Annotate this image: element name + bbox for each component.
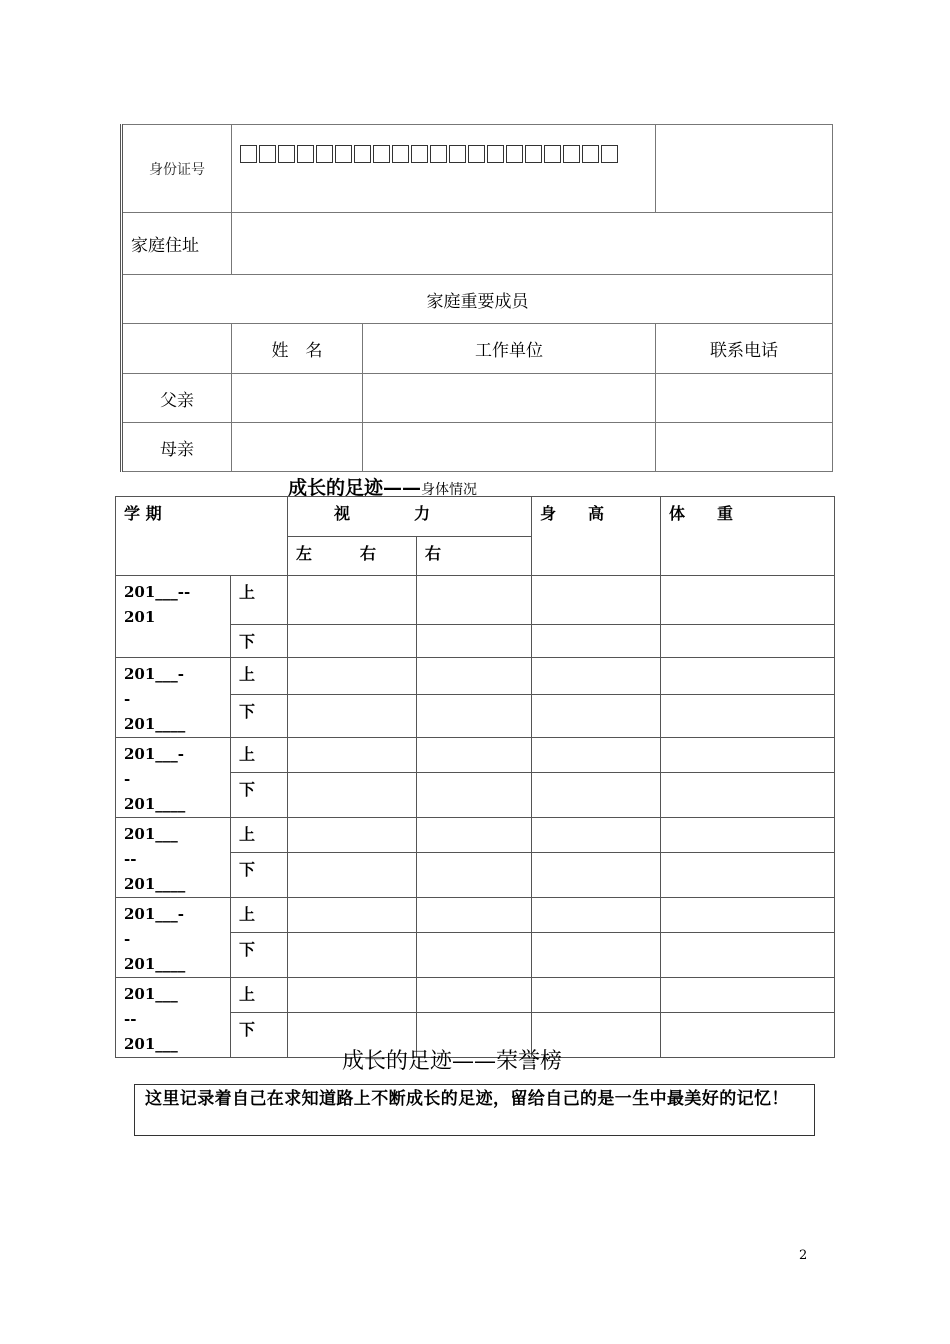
vision-right-field[interactable] [417, 818, 532, 853]
half-second: 下 [231, 772, 288, 817]
id-digit-box[interactable] [563, 145, 580, 163]
id-digit-box[interactable] [430, 145, 447, 163]
vision-left-field[interactable] [288, 932, 417, 977]
address-field[interactable] [232, 213, 833, 275]
member-mother: 母亲 [122, 423, 232, 472]
vision-left-field[interactable] [288, 625, 417, 658]
member-father: 父亲 [122, 374, 232, 423]
term-label: 201___ -- 201____ [116, 818, 231, 898]
physical-heading-main: 成长的足迹—— [288, 477, 422, 499]
col-phone: 联系电话 [656, 324, 833, 374]
id-digit-box[interactable] [354, 145, 371, 163]
honor-heading: 成长的足迹——荣誉榜 [341, 1049, 562, 1074]
id-digit-box[interactable] [316, 145, 333, 163]
mother-workplace-field[interactable] [363, 423, 656, 472]
height-field[interactable] [532, 694, 661, 737]
id-digit-box[interactable] [449, 145, 466, 163]
height-field[interactable] [532, 738, 661, 773]
vision-right-field[interactable] [417, 772, 532, 817]
weight-field[interactable] [661, 818, 835, 853]
vision-left-field[interactable] [288, 978, 417, 1013]
vision-left-field[interactable] [288, 694, 417, 737]
weight-field[interactable] [661, 576, 835, 625]
family-members-title: 家庭重要成员 [122, 275, 833, 324]
id-digit-box[interactable] [468, 145, 485, 163]
half-first: 上 [231, 818, 288, 853]
id-number-boxes[interactable] [240, 145, 655, 163]
id-digit-box[interactable] [544, 145, 561, 163]
id-digit-box[interactable] [487, 145, 504, 163]
half-second: 下 [231, 625, 288, 658]
vision-left-field[interactable] [288, 852, 417, 897]
weight-field[interactable] [661, 932, 835, 977]
height-field[interactable] [532, 852, 661, 897]
term-label: 201___- - 201____ [116, 658, 231, 738]
term-label: 201___- - 201____ [116, 738, 231, 818]
half-second: 下 [231, 852, 288, 897]
vision-right-field[interactable] [417, 978, 532, 1013]
id-number-label: 身份证号 [122, 125, 232, 213]
vision-left-field[interactable] [288, 898, 417, 933]
id-digit-box[interactable] [525, 145, 542, 163]
term-label: 201___- - 201____ [116, 898, 231, 978]
weight-field[interactable] [661, 694, 835, 737]
weight-field[interactable] [661, 978, 835, 1013]
id-digit-box[interactable] [259, 145, 276, 163]
vision-right-field[interactable] [417, 694, 532, 737]
id-digit-box[interactable] [582, 145, 599, 163]
col-name: 姓 名 [232, 324, 363, 374]
vision-right-field[interactable] [417, 738, 532, 773]
term-label: 201___ -- 201___ [116, 978, 231, 1058]
honor-note-box [134, 1084, 815, 1136]
father-name-field[interactable] [232, 374, 363, 423]
page-number: 2 [799, 1248, 808, 1263]
id-digit-box[interactable] [240, 145, 257, 163]
father-phone-field[interactable] [656, 374, 833, 423]
id-digit-box[interactable] [506, 145, 523, 163]
height-field[interactable] [532, 818, 661, 853]
id-digit-box[interactable] [392, 145, 409, 163]
col-term: 学 期 [116, 497, 288, 576]
vision-right-field[interactable] [417, 898, 532, 933]
col-height: 身 高 [532, 497, 661, 576]
col-weight: 体 重 [661, 497, 835, 576]
half-first: 上 [231, 738, 288, 773]
half-second: 下 [231, 932, 288, 977]
height-field[interactable] [532, 898, 661, 933]
half-first: 上 [231, 898, 288, 933]
height-field[interactable] [532, 576, 661, 625]
id-digit-box[interactable] [297, 145, 314, 163]
id-digit-box[interactable] [278, 145, 295, 163]
vision-right-field[interactable] [417, 576, 532, 625]
col-vision-right: 右 [417, 537, 532, 576]
vision-right-field[interactable] [417, 625, 532, 658]
col-workplace: 工作单位 [363, 324, 656, 374]
id-digit-box[interactable] [335, 145, 352, 163]
address-label: 家庭住址 [122, 213, 232, 275]
vision-right-field[interactable] [417, 852, 532, 897]
vision-left-field[interactable] [288, 658, 417, 695]
height-field[interactable] [532, 625, 661, 658]
col-vision: 视 力 [288, 497, 532, 537]
height-field[interactable] [532, 772, 661, 817]
weight-field[interactable] [661, 898, 835, 933]
weight-field[interactable] [661, 738, 835, 773]
physical-heading-sub: 身体情况 [421, 482, 478, 498]
weight-field[interactable] [661, 852, 835, 897]
honor-note-text: 这里记录着自己在求知道路上不断成长的足迹，留给自己的是一生中最美好的记忆！ [145, 1089, 789, 1109]
physical-table [115, 496, 835, 1058]
weight-field[interactable] [661, 772, 835, 817]
id-digit-box[interactable] [411, 145, 428, 163]
family-info-table [120, 124, 833, 472]
blank-header-cell [122, 324, 232, 374]
col-vision-left: 左 右 [288, 537, 417, 576]
photo-cell [656, 125, 833, 213]
height-field[interactable] [532, 658, 661, 695]
mother-phone-field[interactable] [656, 423, 833, 472]
vision-left-field[interactable] [288, 772, 417, 817]
half-first: 上 [231, 978, 288, 1013]
weight-field[interactable] [661, 658, 835, 695]
vision-left-field[interactable] [288, 576, 417, 625]
vision-left-field[interactable] [288, 738, 417, 773]
half-first: 上 [231, 576, 288, 625]
height-field[interactable] [532, 978, 661, 1013]
id-number-field[interactable] [232, 125, 656, 213]
half-second: 下 [231, 1013, 288, 1058]
id-digit-box[interactable] [601, 145, 618, 163]
half-second: 下 [231, 694, 288, 737]
weight-field[interactable] [661, 625, 835, 658]
id-digit-box[interactable] [373, 145, 390, 163]
term-label: 201___-- 201 [116, 576, 231, 658]
half-first: 上 [231, 658, 288, 695]
height-field[interactable] [532, 932, 661, 977]
mother-name-field[interactable] [232, 423, 363, 472]
vision-right-field[interactable] [417, 932, 532, 977]
vision-left-field[interactable] [288, 818, 417, 853]
vision-right-field[interactable] [417, 658, 532, 695]
father-workplace-field[interactable] [363, 374, 656, 423]
